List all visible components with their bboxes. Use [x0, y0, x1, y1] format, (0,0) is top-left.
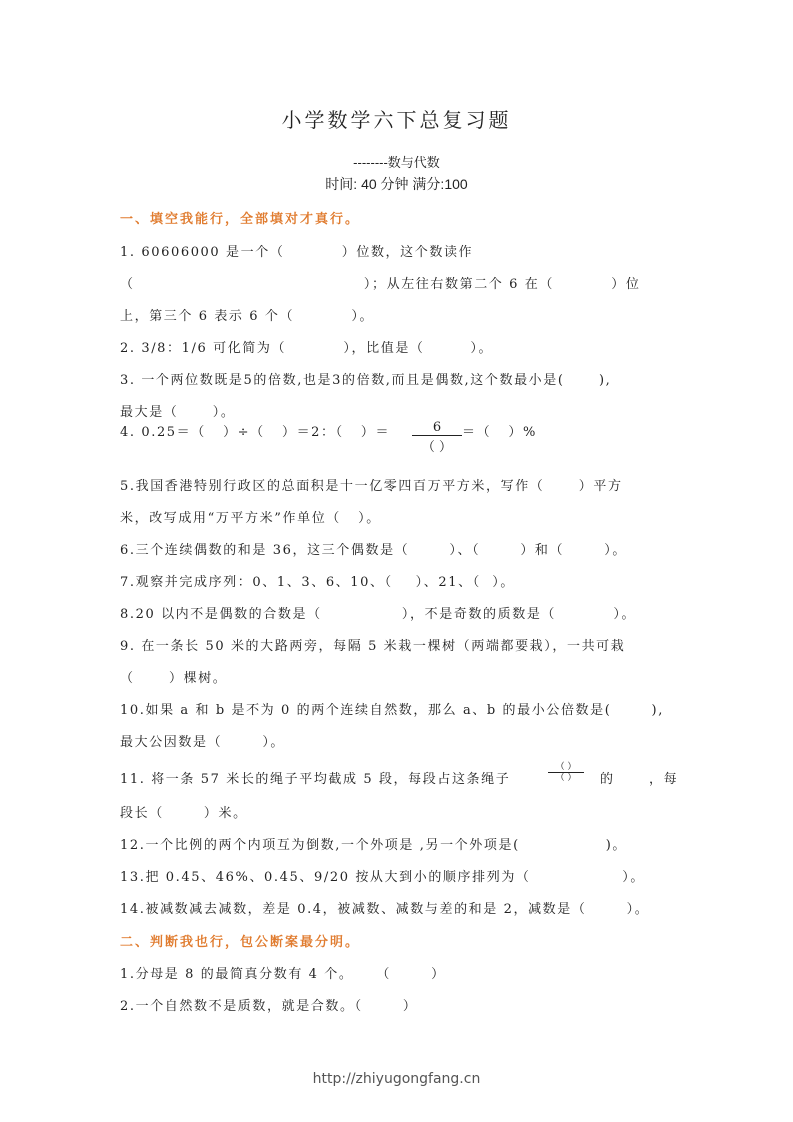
page-subtitle: --------数与代数 [353, 155, 440, 170]
question-1-line-2: （ ）；从左往右数第二个 6 在（ ）位 [120, 277, 641, 292]
question-12: 12.一个比例的两个内项互为倒数,一个外项是 ,另一个外项是( )。 [120, 838, 627, 853]
question-9-line-2: （ ）棵树。 [120, 671, 228, 686]
fraction-numerator: （ ） [548, 762, 584, 773]
footer-url: http://zhiyugongfang.cn [312, 1071, 481, 1087]
fraction-numerator: 6 [412, 420, 462, 436]
fraction-denominator: （ ） [555, 773, 577, 783]
question-1-line-3: 上，第三个 6 表示 6 个（ ）。 [120, 309, 375, 324]
question-4-part-2: ＝（ ）% [462, 425, 537, 440]
question-11-line-2: 段长（ ）米。 [120, 806, 248, 821]
question-10-line-2: 最大公因数是（ ）。 [120, 735, 286, 750]
judge-question-1: 1.分母是 8 的最简真分数有 4 个。 （ ） [120, 967, 446, 982]
question-8: 8.20 以内不是偶数的合数是（ ），不是奇数的质数是（ ）。 [120, 607, 637, 622]
question-3-line-2: 最大是（ ）。 [120, 405, 236, 420]
question-4-part-1: 4. 0.25＝（ ）÷（ ）＝2：（ ）＝ [120, 425, 391, 440]
question-11-line-1: 11. 将一条 57 米长的绳子平均截成 5 段，每段占这条绳子 [120, 772, 511, 787]
question-5-line-1: 5.我国香港特别行政区的总面积是十一亿零四百万平方米，写作（ ）平方 [120, 479, 623, 494]
question-14: 14.被减数减去减数，差是 0.4，被减数、减数与差的和是 2，减数是（ ）。 [120, 902, 650, 917]
exam-meta: 时间: 40 分钟 满分:100 [325, 176, 468, 192]
fraction-denominator: （ ） [421, 440, 453, 455]
question-11-line-1-tail: 的 ，每 [600, 772, 679, 787]
page-title: 小学数学六下总复习题 [281, 108, 512, 132]
question-10-line-1: 10.如果 a 和 b 是不为 0 的两个连续自然数，那么 a、b 的最小公倍数是( ), [120, 703, 664, 718]
question-6: 6.三个连续偶数的和是 36，这三个偶数是（ ）、（ ）和（ ）。 [120, 543, 627, 558]
question-11-fraction [548, 762, 584, 783]
question-1-line-1: 1. 60606000 是一个（ ）位数，这个数读作 [120, 245, 474, 260]
section-heading-true-false: 二、判断我也行，包公断案最分明。 [120, 935, 361, 950]
question-13: 13.把 0.45、46%、0.45、9/20 按从大到小的顺序排列为（ ）。 [120, 870, 645, 885]
section-heading-fill-blank: 一、填空我能行，全部填对才真行。 [120, 212, 361, 227]
judge-question-2: 2.一个自然数不是质数，就是合数。（ ） [120, 999, 418, 1014]
question-3-line-1: 3. 一个两位数既是5的倍数,也是3的倍数,而且是偶数,这个数最小是( ), [120, 373, 612, 388]
question-5-line-2: 米，改写成用“万平方米”作单位（ ）。 [120, 511, 381, 526]
question-9-line-1: 9. 在一条长 50 米的大路两旁，每隔 5 米栽一棵树（两端都要栽），一共可栽 [120, 639, 626, 654]
question-2: 2. 3/8：1/6 可化简为（ ），比值是（ ）。 [120, 341, 494, 356]
question-7: 7.观察并完成序列：0、1、3、6、10、（ ）、21、（ ）。 [120, 575, 515, 590]
question-4-fraction [412, 420, 462, 455]
